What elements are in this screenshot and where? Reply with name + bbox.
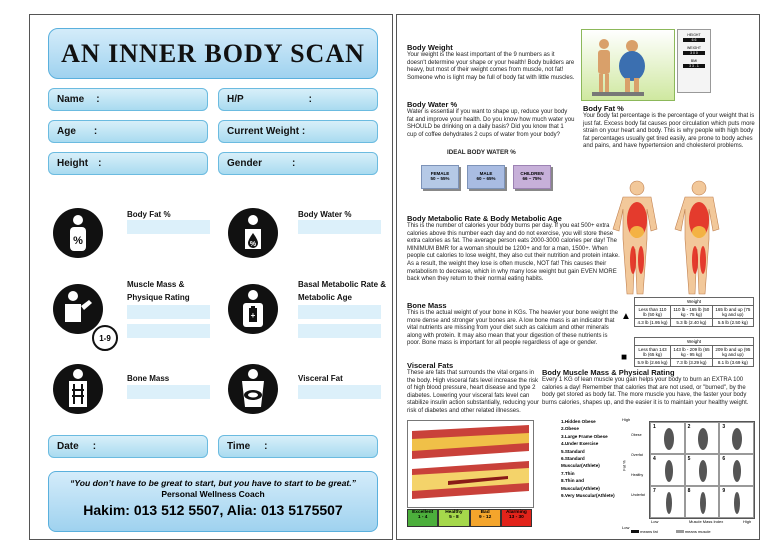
body-water-text: Water is essential if you want to shape up, reduce your body fat and improve your health. Do you know how much water you SHOULD be drinking on a daily basis? Did you know that 1 cup of coffee dehydrates 2 cups of water from your body?: [407, 109, 575, 138]
physique-cell: 6: [719, 454, 754, 486]
muscle-heading: Body Muscle Mass & Physical Rating: [542, 368, 675, 377]
body-water-icon: [228, 208, 278, 258]
children-water-box: CHILDREN 66 – 75%: [513, 165, 551, 189]
physique-rating-badge: 1-9: [92, 325, 118, 351]
physique-cell: 1: [650, 422, 685, 454]
visceral-fat-icon: [228, 364, 278, 414]
bmr-label: Basal Metabolic Rate & Metabolic Age: [298, 280, 387, 302]
body-fat-text: Your body fat percentage is the percentage of your weight that is just fat. Excess body fat causes poor circulation which puts more strain on your heart and body. This is why people with high body fat percentages usually get tired easily, are prone to body aches and pains, and have hypertension and cholesterol problems.: [583, 113, 755, 150]
scale-excellent: Excellent 1 - 4: [407, 509, 438, 527]
physique-cell: 7: [650, 486, 685, 518]
muscle-text: Every 1 KG of lean muscle you gain helps your body to burn an EXTRA 100 calories a day! Remember that calories that are not used, or "burned", by the body get stored as body fat. The more muscle you have, the faster your body burns calories, shapes up, and the easier it is to maintain your healthy weight.: [542, 377, 749, 406]
quote-text: “You don’t have to be great to start, but you have to start to be great.”: [70, 478, 356, 488]
page-title: AN INNER BODY SCAN: [48, 28, 378, 79]
visceral-text: These are fats that surrounds the vital organs in the body. High visceral fats level increase the risk of high blood pressure, heart disease and type 2 diabetes. Lowering your visceral fats level can stabilize insulin action substantially, reducing your risk of diabetes and other related illnesses.: [407, 370, 539, 414]
body-fat-input[interactable]: [127, 220, 210, 234]
visceral-fat-label: Visceral Fat: [298, 374, 343, 383]
muscle-mass-label: Muscle Mass & Physique Rating: [127, 280, 190, 302]
body-weight-text: Your weight is the least important of the 9 numbers as it doesn't determine your shape or your health! Body builders are heavy, but most of their weight comes from muscle, not fat! Someone who is light may be full of body fat with little muscles.: [407, 52, 575, 81]
bmi-scale-image: [581, 29, 675, 101]
physique-grid: High Low Fat % Obese Overfat Healthy Underfat 1 2 3 4 5 6 7 8 9 Low Muscle Mass Index High means fat means muscle: [619, 417, 757, 539]
age-field[interactable]: Age :: [48, 120, 208, 143]
coach-title: Personal Wellness Coach: [161, 489, 265, 499]
physique-cell: 3: [719, 422, 754, 454]
bmr-heading: Body Metabolic Rate & Body Metabolic Age: [407, 214, 562, 223]
physique-rating-input[interactable]: [127, 324, 210, 338]
male-symbol-icon: ■: [621, 352, 628, 363]
male-water-box: MALE 60 – 65%: [467, 165, 505, 189]
body-fat-heading: Body Fat %: [583, 104, 624, 113]
visceral-fat-scale: [407, 509, 532, 527]
hp-label: H/P: [227, 94, 244, 105]
body-water-label: Body Water %: [298, 210, 352, 219]
physique-ratings-list: 1.Hidden Obese 2.Obese 3.Large Frame Obese 4.Under Exercise 5.Standard 6.Standard Muscular(Athlete) 7.Thin 8.Thin and Muscular(Athlete) 9.Very Muscular(Athlete): [561, 419, 615, 499]
muscle-mass-input[interactable]: [127, 305, 210, 319]
physique-cell: 4: [650, 454, 685, 486]
time-label: Time: [227, 441, 251, 452]
male-bone-table: Weight Less than 143 lb (65 kg) 143 lb - 209 lb (65 kg - 95 kg) 209 lb and up (95 kg and up) 5.9 lb (2.66 kg) 7.3 lb (3.29 kg) 8.1 lb (3.69 kg): [634, 337, 754, 367]
bone-mass-label: Bone Mass: [127, 374, 170, 383]
physique-cell: 9: [719, 486, 754, 518]
scale-bad: Bad 9 - 12: [470, 509, 501, 527]
physique-cell: 2: [685, 422, 720, 454]
scale-readout: HEIGHT 6 6 WEIGHT 3 0 0 BMI 3 3 . 1: [677, 29, 711, 93]
current-weight-field[interactable]: [218, 120, 378, 143]
body-fat-figures: [607, 180, 731, 298]
time-field[interactable]: Time :: [218, 435, 378, 458]
height-field[interactable]: Height :: [48, 152, 208, 175]
bone-mass-text: This is the actual weight of your bone in KGs. The heavier your bone weight the more dense and stronger your bones are. A low bone mass is an indicator that vital nutrients are missing from your diet such as calcium and other minerals along with protein. It may also mean that your digestion of these nutrients is poor. Bone mass is important for all people regardless of age or gender.: [407, 310, 619, 347]
current-weight-label: Current Weight :: [227, 126, 306, 137]
visceral-heading: Visceral Fats: [407, 361, 454, 370]
female-water-box: FEMALE 50 – 55%: [421, 165, 459, 189]
grid-row-labels: Obese Overfat Healthy Underfat: [631, 433, 645, 497]
body-weight-heading: Body Weight: [407, 43, 453, 52]
metabolic-age-input[interactable]: [298, 324, 381, 338]
name-field[interactable]: Name :: [48, 88, 208, 111]
svg-text:+: +: [250, 311, 256, 320]
physique-silhouettes: [649, 421, 753, 517]
body-fat-icon: [53, 208, 103, 258]
left-page: [29, 14, 393, 540]
height-label: Height: [57, 158, 89, 169]
metabolic-rate-icon: [228, 284, 278, 334]
date-label: Date: [57, 441, 79, 452]
quote-box: [48, 471, 378, 532]
body-water-heading: Body Water %: [407, 100, 458, 109]
right-page: [396, 14, 760, 540]
gender-label: Gender: [227, 158, 263, 169]
gender-field[interactable]: Gender :: [218, 152, 378, 175]
svg-text:%: %: [73, 235, 83, 247]
artery-image: [407, 420, 534, 508]
svg-text:%: %: [249, 241, 257, 248]
bone-mass-input[interactable]: [127, 385, 210, 399]
grid-legend: means fat means muscle: [631, 529, 711, 534]
bmr-input[interactable]: [298, 305, 381, 319]
bmr-text: This is the number of calories your body burns per day. If you eat 500+ extra calories above this number each day and do not exercise, you will store these extra calories as fat. The average person eats 2000-3000 calories per day! The MINIMUM BMR for a woman should be 1200+ and for a man, 1500+. When people cut calories to lose weight, they also cut their nutrition and protein intake. As a result, the weight they lose is often muscle, NOT fat! This causes their metabolism to decrease, which in why many lose weight but gain EVEN MORE back when they return to their normal eating habits.: [407, 223, 620, 283]
physique-cell: 5: [685, 454, 720, 486]
age-label: Age: [57, 126, 76, 137]
visceral-fat-input[interactable]: [298, 385, 381, 399]
bone-mass-heading: Bone Mass: [407, 301, 447, 310]
female-bone-table: Weight Less than 110 lb (50 kg) 110 lb - 165 lb (50 kg - 75 kg) 165 lb and up (75 kg and up) 4.3 lb (1.95 kg) 5.3 lb (2.40 kg) 5.5 lb (2.50 kg): [634, 297, 754, 327]
scale-healthy: Healthy 5 - 8: [438, 509, 469, 527]
bone-mass-icon: [53, 364, 103, 414]
body-water-input[interactable]: [298, 220, 381, 234]
coach-contacts: Hakim: 013 512 5507, Alia: 013 5175507: [83, 502, 343, 518]
female-symbol-icon: ▲: [621, 311, 631, 322]
scale-alarming: Alarming 13 - 30: [501, 509, 532, 527]
physique-cell: 8: [685, 486, 720, 518]
name-label: Name: [57, 94, 85, 105]
date-field[interactable]: Date :: [48, 435, 208, 458]
ideal-water-heading: IDEAL BODY WATER %: [447, 149, 516, 156]
muscle-mass-icon: [53, 284, 103, 334]
hp-field[interactable]: H/P :: [218, 88, 378, 111]
body-fat-label: Body Fat %: [127, 210, 171, 219]
